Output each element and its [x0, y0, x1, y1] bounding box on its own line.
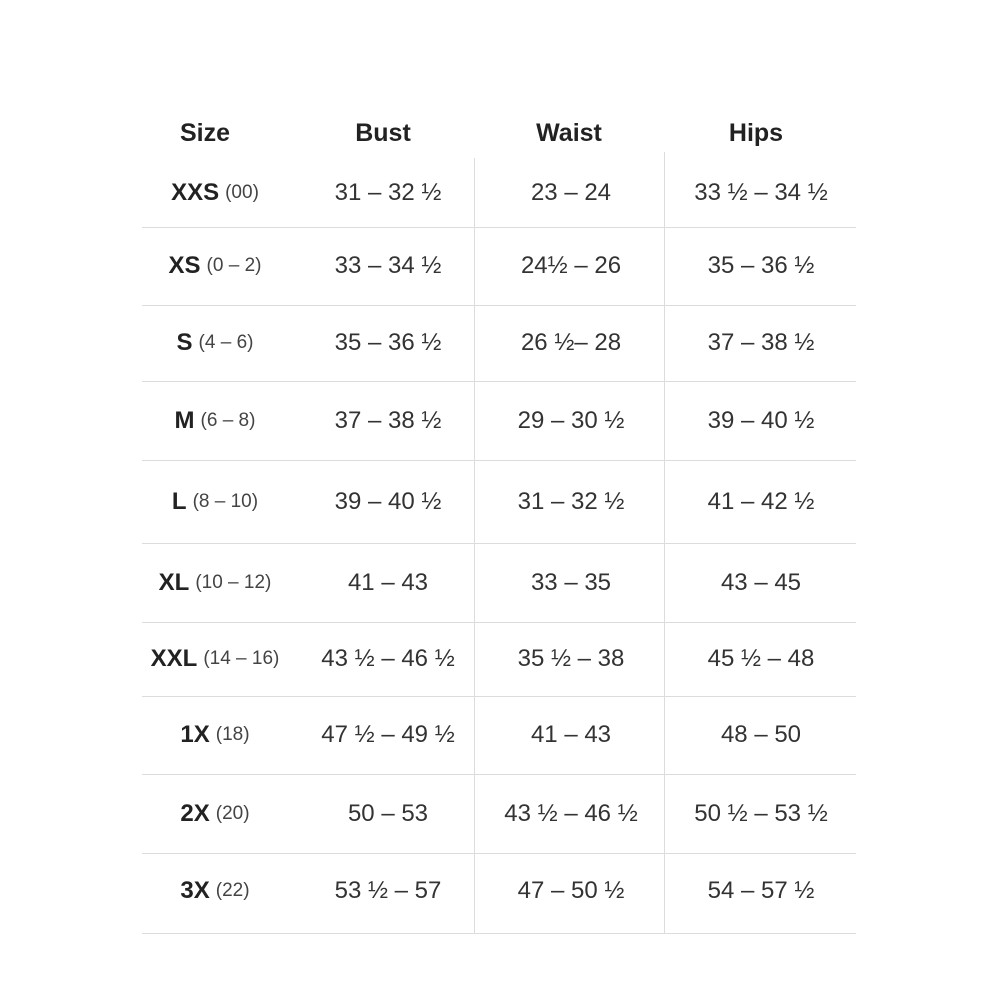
- bust-value: 31 – 32 ½: [334, 178, 442, 206]
- waist-value: 31 – 32 ½: [517, 487, 625, 515]
- table-row: [140, 853, 856, 929]
- table-row: [140, 227, 856, 305]
- waist-value: 23 – 24: [530, 178, 612, 206]
- numeric-size: (00): [225, 181, 259, 203]
- size-cell: [140, 622, 290, 696]
- hips-value: 50 ½ – 53 ½: [694, 799, 828, 827]
- hips-value: 48 – 50: [720, 721, 802, 748]
- size-cell: [140, 227, 290, 305]
- hips-value: 39 – 40 ½: [707, 406, 815, 434]
- header-bust: Bust: [355, 119, 411, 147]
- size-cell: [140, 305, 290, 381]
- numeric-size: (0 – 2): [206, 255, 262, 276]
- table-bottom-border: [142, 933, 856, 934]
- bust-value: 37 – 38 ½: [334, 406, 442, 434]
- size-cell: [140, 696, 290, 774]
- numeric-size: (22): [215, 880, 250, 901]
- size-cell: [140, 460, 290, 543]
- hips-value: 33 ½ – 34 ½: [694, 178, 828, 206]
- hips-value: 35 – 36 ½: [707, 252, 815, 279]
- bust-value: 53 ½ – 57: [334, 877, 442, 904]
- header-hips: Hips: [728, 119, 784, 147]
- numeric-size: (14 – 16): [203, 648, 280, 669]
- table-row: [140, 774, 856, 853]
- header-waist: Waist: [536, 119, 602, 147]
- numeric-size: (6 – 8): [200, 409, 256, 431]
- size-cell: [140, 853, 290, 929]
- waist-value: 29 – 30 ½: [517, 406, 625, 434]
- size-cell: [140, 158, 290, 227]
- waist-value: 47 – 50 ½: [517, 877, 625, 904]
- size-code: 1X: [180, 721, 210, 748]
- bust-value: 39 – 40 ½: [334, 487, 442, 515]
- size-code: 3X: [180, 877, 210, 904]
- size-code: XXL: [150, 645, 198, 672]
- bust-value: 41 – 43: [347, 568, 429, 596]
- table-row: [140, 158, 856, 227]
- table-row: [140, 305, 856, 381]
- header-size: Size: [179, 119, 231, 147]
- size-code: S: [176, 329, 193, 356]
- table-row: [140, 543, 856, 622]
- size-code: XXS: [171, 178, 220, 206]
- size-cell: [140, 543, 290, 622]
- hips-value: 37 – 38 ½: [707, 329, 815, 356]
- table-row: [140, 381, 856, 460]
- size-cell: [140, 774, 290, 853]
- waist-value: 43 ½ – 46 ½: [504, 799, 638, 827]
- bust-value: 43 ½ – 46 ½: [321, 645, 455, 672]
- numeric-size: (18): [215, 724, 250, 745]
- size-code: M: [174, 406, 195, 434]
- waist-value: 35 ½ – 38: [517, 645, 625, 672]
- table-row: [140, 696, 856, 774]
- bust-value: 47 ½ – 49 ½: [321, 721, 455, 748]
- hips-value: 43 – 45: [720, 568, 802, 596]
- bust-value: 35 – 36 ½: [334, 329, 442, 356]
- numeric-size: (10 – 12): [195, 571, 272, 593]
- waist-value: 24½ – 26: [520, 252, 622, 279]
- size-code: 2X: [180, 799, 210, 827]
- size-code: XS: [168, 252, 201, 279]
- size-code: XL: [158, 568, 190, 596]
- waist-value: 33 – 35: [530, 568, 612, 596]
- hips-value: 54 – 57 ½: [707, 877, 815, 904]
- table-row: [140, 460, 856, 543]
- numeric-size: (4 – 6): [198, 332, 254, 353]
- bust-value: 50 – 53: [347, 799, 429, 827]
- size-code: L: [171, 487, 187, 515]
- numeric-size: (8 – 10): [192, 490, 259, 512]
- size-cell: [140, 381, 290, 460]
- table-row: [140, 622, 856, 696]
- hips-value: 45 ½ – 48: [707, 645, 815, 672]
- waist-value: 41 – 43: [530, 721, 612, 748]
- bust-value: 33 – 34 ½: [334, 252, 442, 279]
- hips-value: 41 – 42 ½: [707, 487, 815, 515]
- waist-value: 26 ½– 28: [520, 329, 622, 356]
- numeric-size: (20): [215, 802, 250, 824]
